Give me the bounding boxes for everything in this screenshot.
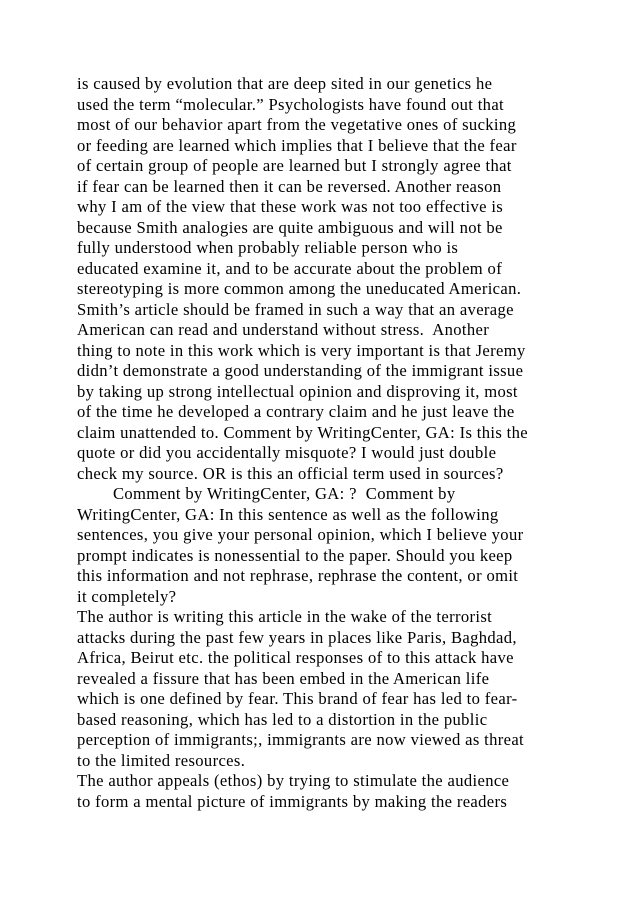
text-line: to form a mental picture of immigrants by making the readers [77, 791, 508, 811]
text-line: perception of immigrants;, immigrants are now viewed as threat [77, 730, 525, 749]
text-line: stereotyping is more common among the uneducated American. [77, 279, 522, 298]
text-line: because Smith analogies are quite ambiguous and will not be [77, 217, 503, 237]
text-line: attacks during the past few years in places like Paris, Baghdad, [77, 627, 517, 647]
comment-line: check my source. OR is this an official term used in sources? [77, 463, 504, 483]
text-line: based reasoning, which has led to a distortion in the public [77, 709, 488, 729]
comment-line: sentences, you give your personal opinion, which I believe your [77, 525, 524, 544]
comment-line: WritingCenter, GA: In this sentence as well as the following [77, 504, 499, 524]
text-line: of certain group of people are learned but I strongly agree that [77, 156, 512, 175]
text-line: why I am of the view that these work was not too effective is [77, 197, 504, 216]
text-line: thing to note in this work which is very important is that Jeremy [77, 340, 526, 360]
text-line: of the time he developed a contrary claim and he just leave the [77, 402, 515, 421]
text-line: which is one defined by fear. This brand of fear has led to fear- [77, 689, 518, 708]
text-line: Africa, Beirut etc. the political responses of to this attack have [77, 648, 514, 667]
comment-line: Comment by WritingCenter, GA: ? Comment by [77, 484, 456, 503]
text-line: used the term “molecular.” Psychologists have found out that [77, 94, 504, 114]
text-line: to the limited resources. [77, 750, 246, 770]
text-line: or feeding are learned which implies that I believe that the fear [77, 135, 517, 155]
text-line: fully understood when probably reliable person who is [77, 238, 459, 257]
text-line: didn’t demonstrate a good understanding of the immigrant issue [77, 361, 524, 380]
text-line: American can read and understand without stress. Another [77, 320, 490, 339]
text-line: if fear can be learned then it can be reversed. Another reason [77, 176, 502, 196]
comment-line: prompt indicates is nonessential to the paper. Should you keep [77, 545, 513, 565]
comment-line: it completely? [77, 586, 177, 606]
text-line: Smith’s article should be framed in such a way that an average [77, 299, 514, 319]
text-line: most of our behavior apart from the vegetative ones of sucking [77, 115, 517, 134]
text-line: by taking up strong intellectual opinion and disproving it, most [77, 381, 518, 401]
text-line: The author appeals (ethos) by trying to stimulate the audience [77, 771, 510, 790]
text-line: is caused by evolution that are deep sited in our genetics he [77, 74, 493, 93]
text-line: The author is writing this article in the wake of the terrorist [77, 607, 493, 626]
comment-line: this information and not rephrase, rephrase the content, or omit [77, 566, 519, 585]
body-text [77, 74, 597, 812]
text-line: revealed a fissure that has been embed in the American life [77, 668, 490, 688]
text-line: educated examine it, and to be accurate about the problem of [77, 258, 503, 278]
comment-line: quote or did you accidentally misquote? I would just double [77, 443, 497, 462]
comment-line: claim unattended to. Comment by WritingCenter, GA: Is this the [77, 422, 528, 442]
